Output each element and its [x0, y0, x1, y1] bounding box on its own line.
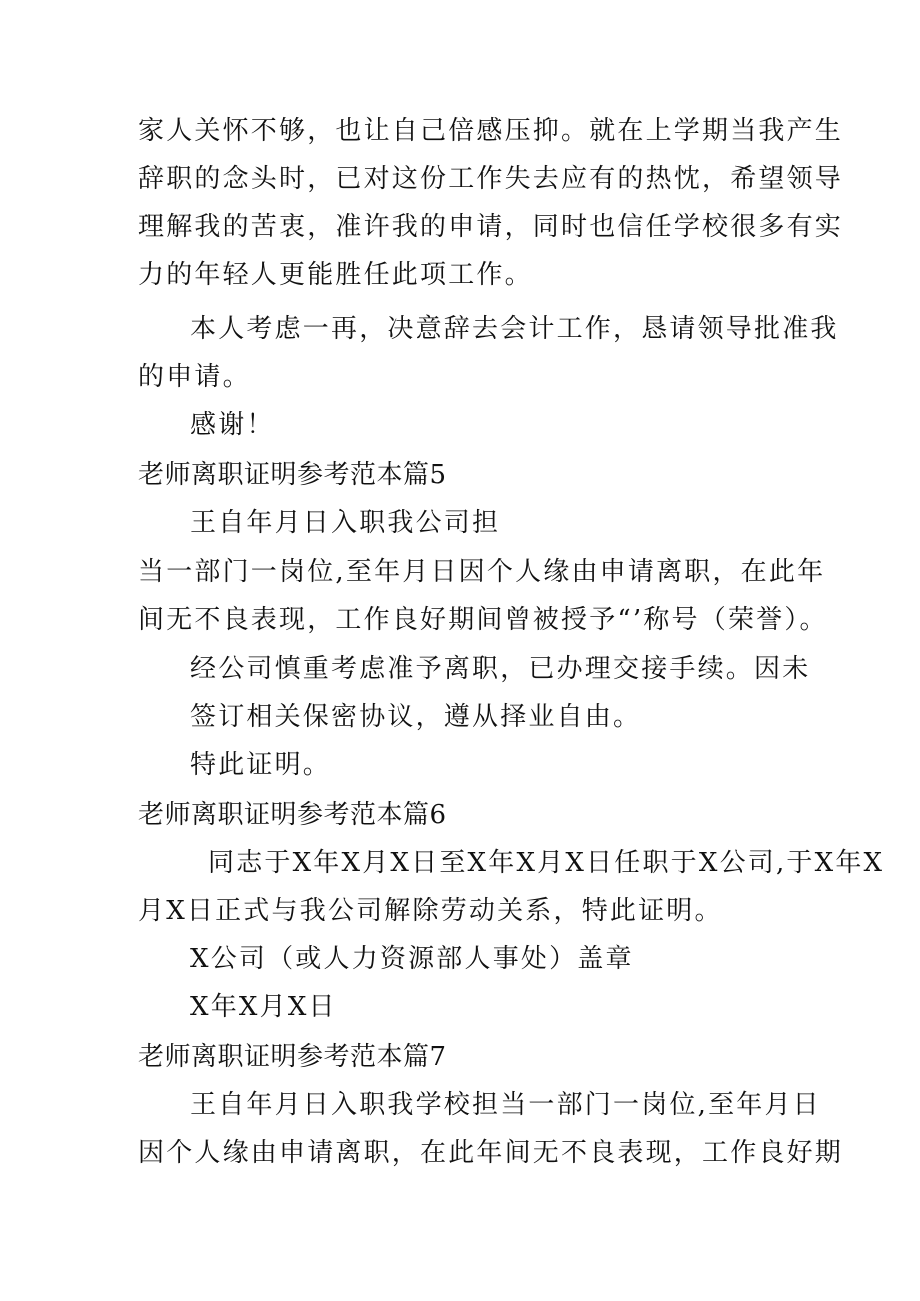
body-text-line: 间无不良表现，工作良好期间曾被授予“’称号（荣誉）。 [138, 605, 828, 635]
body-text-line: 理解我的苦衷，准许我的申请，同时也信任学校很多有实 [138, 212, 844, 242]
body-text-line: 家人关怀不够，也让自己倍感压抑。就在上学期当我产生 [138, 116, 844, 146]
body-text-line: 本人考虑一再，决意辞去会计工作，恳请领导批准我 [190, 314, 839, 344]
body-text-line: 签订相关保密协议，遵从择业自由。 [190, 702, 642, 732]
body-text-line: X年X月X日 [190, 992, 337, 1022]
body-text-line: 王自年月日入职我学校担当一部门一岗位,至年月日 [190, 1090, 821, 1120]
body-text-line: X公司（或人力资源部人事处）盖章 [190, 944, 634, 974]
section-heading: 老师离职证明参考范本篇6 [138, 800, 447, 830]
body-text-line: 辞职的念头时，已对这份工作失去应有的热忱，希望领导 [138, 164, 844, 194]
body-text-line: 王自年月日入职我公司担 [190, 508, 501, 538]
body-text-line: 的申请。 [138, 362, 251, 392]
body-text-line: 月X日正式与我公司解除劳动关系，特此证明。 [138, 896, 723, 926]
section-heading: 老师离职证明参考范本篇7 [138, 1042, 447, 1072]
thanks-line: 感谢！ [190, 410, 275, 440]
body-text-line: 当一部门一岗位,至年月日因个人缘由申请离职，在此年 [138, 557, 826, 587]
body-text-line: 力的年轻人更能胜任此项工作。 [138, 260, 533, 290]
body-text-line: 同志于X年X月X日至X年X月X日任职于X公司,于X年X [208, 848, 885, 878]
body-text-line: 特此证明。 [190, 750, 332, 780]
body-text-line: 因个人缘由申请离职，在此年间无不良表现，工作良好期 [138, 1138, 844, 1168]
body-text-line: 经公司慎重考虑准予离职，已办理交接手续。因未 [190, 654, 811, 684]
section-heading: 老师离职证明参考范本篇5 [138, 460, 447, 490]
